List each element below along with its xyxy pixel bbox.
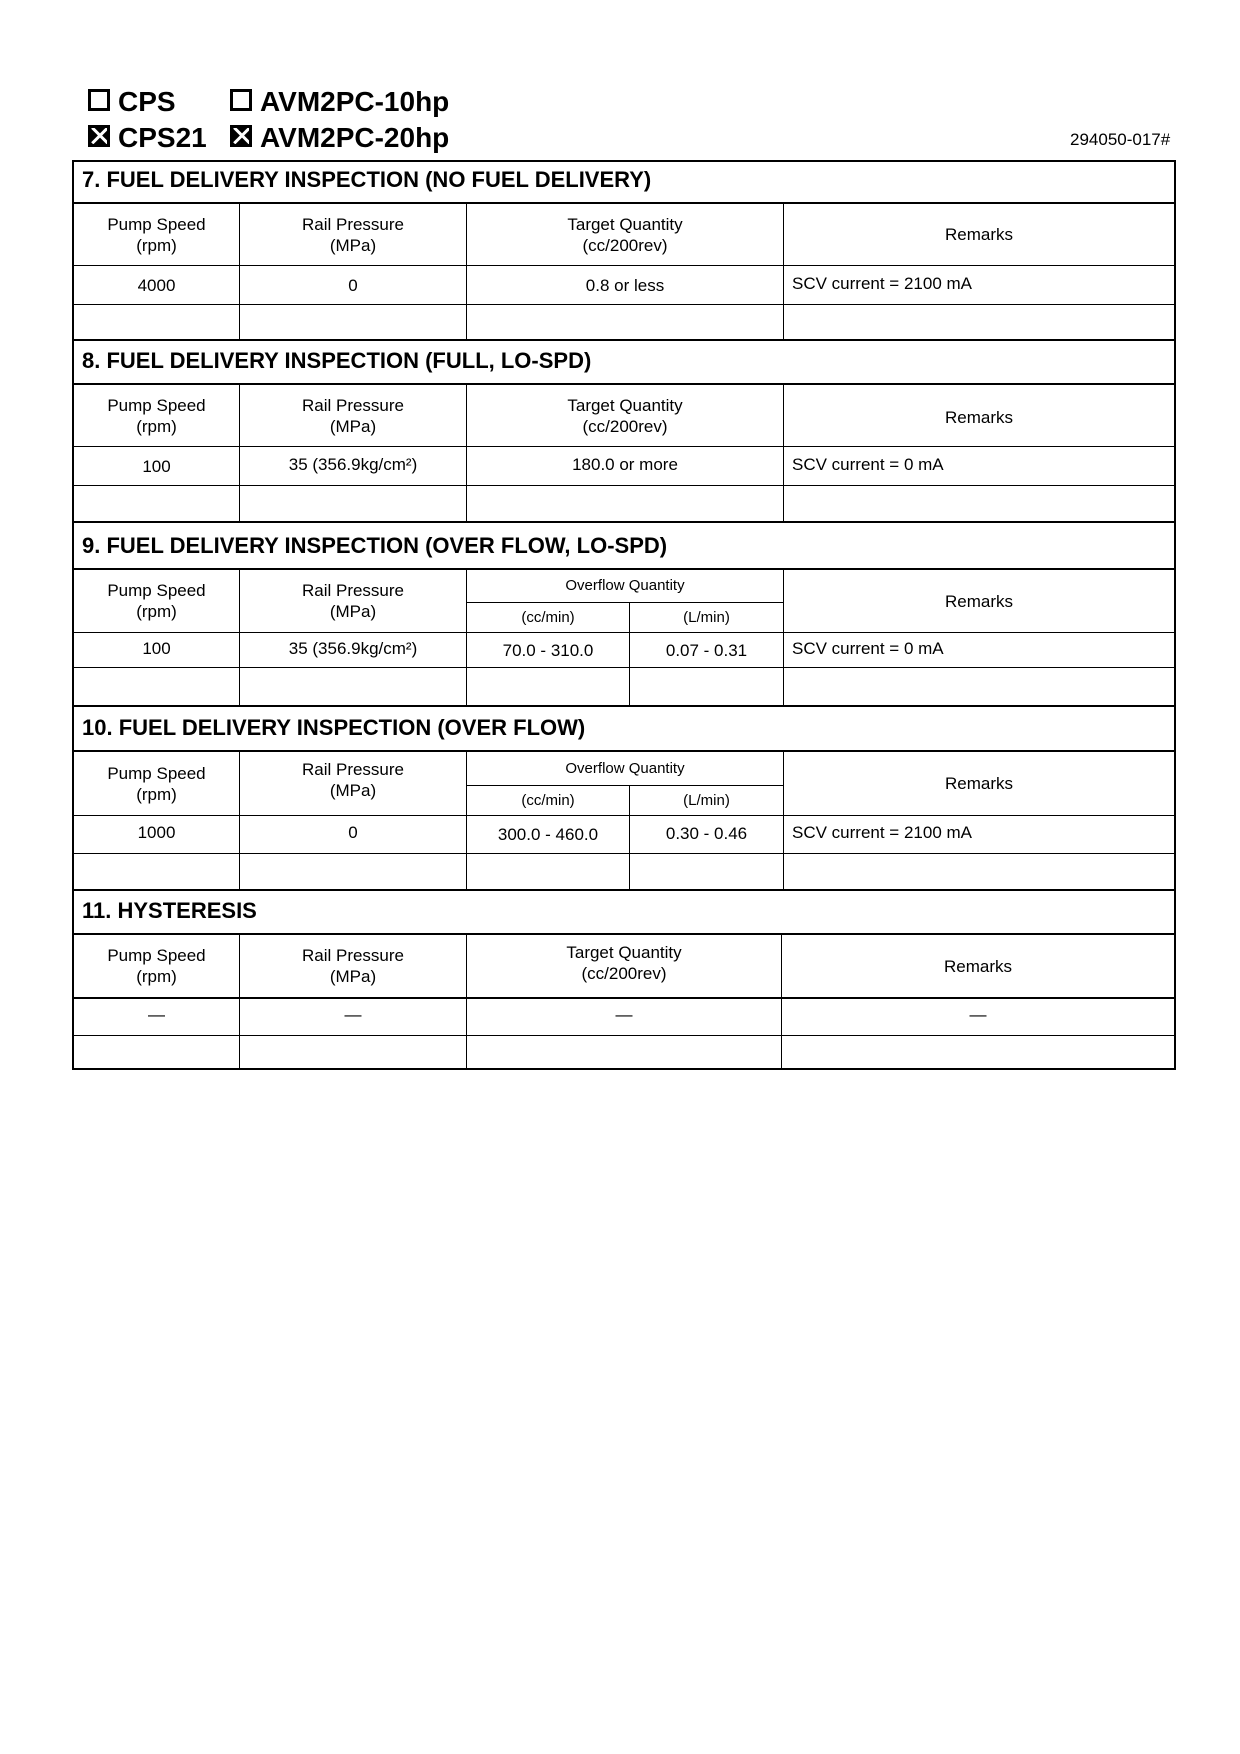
header-target-quantity: Target Quantity (cc/200rev) <box>566 943 682 983</box>
cell-remarks: SCV current = 0 mA <box>792 639 944 658</box>
header-overflow-quantity: Overflow Quantity <box>565 759 685 777</box>
cell-rail-pressure: — <box>344 1004 362 1024</box>
cell-remarks: — <box>969 1004 987 1024</box>
header-remarks: Remarks <box>944 591 1013 611</box>
cell-overflow-l-per-min: 0.30 - 0.46 <box>665 823 748 843</box>
header-pump-speed: Pump Speed (rpm) <box>107 581 206 621</box>
section-10-title: 10. FUEL DELIVERY INSPECTION (OVER FLOW) <box>82 715 586 740</box>
header-overflow-quantity: Overflow Quantity <box>565 577 685 594</box>
checkbox-avm2pc-20hp[interactable] <box>230 125 252 147</box>
divider <box>74 339 1174 341</box>
header-pump-speed: Pump Speed (rpm) <box>107 395 206 436</box>
header-pump-speed: Pump Speed (rpm) <box>107 763 206 804</box>
cell-remarks: SCV current = 2100 mA <box>792 822 973 842</box>
cell-pump-speed: 1000 <box>137 822 176 842</box>
cell-rail-pressure: 0 <box>348 275 358 295</box>
subheader-cc-per-min: (cc/min) <box>521 608 575 626</box>
cell-target-quantity: — <box>615 1004 633 1024</box>
cell-target-quantity: 180.0 or more <box>572 455 678 474</box>
subheader-l-per-min: (L/min) <box>683 791 730 809</box>
divider <box>74 521 1174 523</box>
option-avm2pc-10hp-label: AVM2PC-10hp <box>260 86 450 117</box>
cell-rail-pressure: 35 (356.9kg/cm²) <box>288 455 418 474</box>
option-avm2pc-20hp-label: AVM2PC-20hp <box>260 122 450 153</box>
header-rail-pressure: Rail Pressure (MPa) <box>301 581 405 621</box>
section-8-title: 8. FUEL DELIVERY INSPECTION (FULL, LO-SPD) <box>82 348 592 373</box>
header-target-quantity: Target Quantity (cc/200rev) <box>567 214 683 255</box>
cell-remarks: SCV current = 0 mA <box>792 455 944 474</box>
header-pump-speed: Pump Speed (rpm) <box>107 214 206 255</box>
header-remarks: Remarks <box>943 956 1012 976</box>
section-7-title: 7. FUEL DELIVERY INSPECTION (NO FUEL DELIVERY) <box>82 167 652 192</box>
header-remarks: Remarks <box>944 774 1013 793</box>
header-remarks: Remarks <box>944 225 1013 244</box>
cell-pump-speed: 4000 <box>137 275 176 295</box>
document-number: 294050-017# <box>1070 130 1171 149</box>
cell-overflow-cc-per-min: 300.0 - 460.0 <box>497 825 599 844</box>
cell-rail-pressure: 0 <box>348 822 358 842</box>
checkbox-cps21[interactable] <box>88 125 110 147</box>
subheader-cc-per-min: (cc/min) <box>521 791 575 809</box>
cell-pump-speed: — <box>148 1004 165 1024</box>
cell-overflow-cc-per-min: 70.0 - 310.0 <box>502 640 594 660</box>
option-cps-label: CPS <box>118 86 176 117</box>
section-11-title: 11. HYSTERESIS <box>82 898 257 923</box>
inspection-form <box>72 160 1176 1070</box>
divider <box>74 705 1174 707</box>
header-rail-pressure: Rail Pressure (MPa) <box>301 395 405 436</box>
cell-pump-speed: 100 <box>142 639 171 658</box>
cell-overflow-l-per-min: 0.07 - 0.31 <box>665 640 748 660</box>
header-rail-pressure: Rail Pressure (MPa) <box>301 760 405 800</box>
divider <box>74 889 1174 891</box>
cell-pump-speed: 100 <box>142 456 171 476</box>
option-cps21-label: CPS21 <box>118 122 207 153</box>
checkbox-avm2pc-10hp[interactable] <box>230 89 252 111</box>
subheader-l-per-min: (L/min) <box>683 608 730 626</box>
header-rail-pressure: Rail Pressure (MPa) <box>301 214 405 255</box>
cell-target-quantity: 0.8 or less <box>585 275 665 295</box>
checkbox-cps[interactable] <box>88 89 110 111</box>
cell-rail-pressure: 35 (356.9kg/cm²) <box>288 639 418 658</box>
header-target-quantity: Target Quantity (cc/200rev) <box>567 395 683 436</box>
cell-remarks: SCV current = 2100 mA <box>792 273 973 293</box>
section-9-title: 9. FUEL DELIVERY INSPECTION (OVER FLOW, LO-SPD) <box>82 533 668 558</box>
header-remarks: Remarks <box>944 408 1013 427</box>
header-pump-speed: Pump Speed (rpm) <box>107 946 206 986</box>
header-rail-pressure: Rail Pressure (MPa) <box>301 946 405 986</box>
